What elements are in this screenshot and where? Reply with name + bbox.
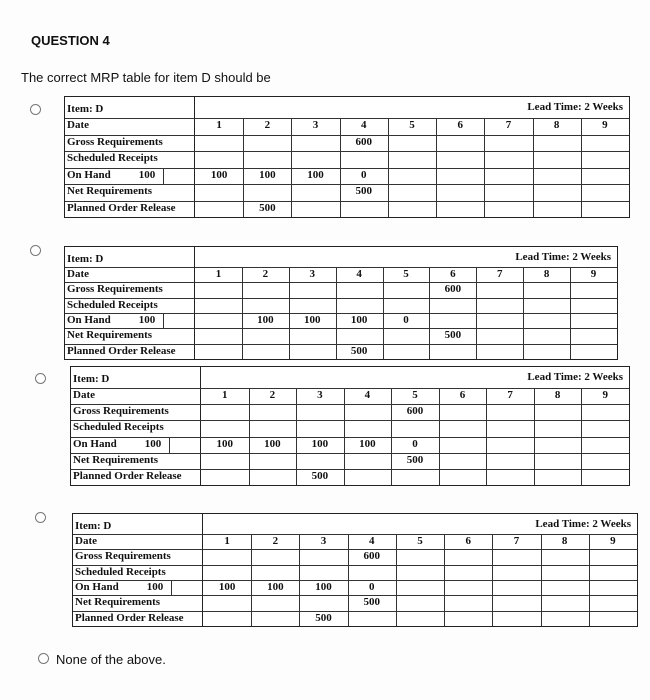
period-1: 1 — [222, 389, 228, 401]
on-hand-value: 100 — [359, 437, 376, 450]
column-divider — [242, 267, 243, 359]
row-label-on_hand: On Hand — [67, 168, 111, 181]
column-divider — [534, 388, 535, 485]
period-5: 5 — [417, 534, 423, 547]
planned-order-release-value: 500 — [315, 611, 332, 624]
period-4: 4 — [361, 119, 367, 132]
initial-on-hand-box — [169, 437, 170, 453]
option-none-label: None of the above. — [56, 652, 166, 667]
column-divider — [589, 534, 590, 626]
on-hand-value: 100 — [210, 168, 228, 181]
on-hand-value: 100 — [303, 313, 321, 326]
period-2: 2 — [269, 389, 276, 401]
question-prompt: The correct MRP table for item D should be — [21, 70, 271, 85]
period-5: 5 — [409, 119, 415, 132]
period-2: 2 — [262, 267, 269, 280]
column-divider — [340, 118, 341, 217]
column-divider — [570, 267, 571, 359]
on-hand-value: 0 — [361, 168, 367, 181]
initial-on-hand-value: 100 — [138, 313, 156, 326]
column-divider — [581, 118, 582, 217]
period-6: 6 — [457, 119, 463, 132]
planned-order-release-value: 500 — [350, 344, 368, 357]
row-label-on_hand: On Hand — [75, 580, 119, 593]
planned-order-release-value: 500 — [311, 469, 329, 482]
period-6: 6 — [465, 534, 471, 547]
row-label-date: Date — [67, 119, 89, 132]
period-3: 3 — [312, 119, 319, 132]
period-1: 1 — [215, 267, 222, 280]
period-7: 7 — [513, 534, 520, 547]
lead-time-label: Lead Time: 2 Weeks — [527, 370, 623, 383]
column-divider — [541, 534, 542, 626]
net-requirement-value: 500 — [406, 453, 424, 466]
initial-on-hand-box — [171, 580, 172, 595]
column-divider — [444, 534, 445, 626]
period-8: 8 — [543, 267, 550, 280]
period-7: 7 — [497, 267, 503, 280]
on-hand-value: 100 — [315, 580, 332, 593]
column-divider — [439, 388, 440, 485]
period-1: 1 — [224, 534, 230, 547]
period-9: 9 — [610, 534, 616, 547]
period-3: 3 — [309, 267, 315, 280]
column-divider — [249, 388, 250, 485]
row-label-scheduled: Scheduled Receipts — [75, 565, 166, 578]
mrp-table-option-4 — [72, 513, 638, 627]
row-label-item: Item: D — [75, 519, 112, 532]
mrp-table-option-2 — [64, 246, 618, 360]
column-divider — [289, 267, 290, 359]
period-2: 2 — [272, 534, 279, 547]
period-5: 5 — [403, 267, 409, 280]
row-divider — [65, 328, 617, 329]
option-radio-1[interactable] — [30, 104, 41, 115]
row-label-item: Item: D — [67, 252, 104, 265]
column-divider — [436, 118, 437, 217]
column-divider — [429, 267, 430, 359]
row-label-scheduled: Scheduled Receipts — [67, 152, 158, 165]
period-5: 5 — [412, 389, 418, 401]
period-9: 9 — [602, 119, 608, 132]
period-1: 1 — [216, 119, 222, 132]
period-9: 9 — [590, 267, 597, 280]
column-divider — [523, 267, 524, 359]
on-hand-value: 100 — [259, 168, 276, 181]
row-divider — [73, 565, 637, 566]
row-label-planned: Planned Order Release — [75, 611, 184, 624]
lead-time-label: Lead Time: 2 Weeks — [535, 517, 631, 530]
gross-requirement-value: 600 — [406, 405, 424, 418]
on-hand-value: 100 — [264, 437, 281, 450]
column-divider — [388, 118, 389, 217]
gross-requirement-value: 600 — [355, 135, 373, 148]
on-hand-value: 100 — [307, 168, 324, 181]
column-divider — [396, 534, 397, 626]
on-hand-value: 100 — [257, 313, 274, 326]
period-6: 6 — [450, 267, 456, 280]
on-hand-value: 0 — [369, 580, 375, 593]
row-label-date: Date — [67, 267, 89, 280]
row-label-date: Date — [75, 534, 97, 547]
row-divider — [71, 469, 629, 470]
row-label-gross: Gross Requirements — [67, 283, 163, 296]
option-radio-2[interactable] — [30, 245, 41, 256]
row-divider — [65, 298, 617, 299]
period-6: 6 — [459, 389, 466, 401]
option-radio-3[interactable] — [35, 373, 46, 384]
row-label-net: Net Requirements — [67, 185, 153, 198]
on-hand-value: 100 — [267, 580, 284, 593]
question-title: QUESTION 4 — [31, 33, 110, 48]
row-label-planned: Planned Order Release — [73, 469, 182, 482]
period-4: 4 — [356, 267, 362, 280]
period-4: 4 — [364, 389, 371, 401]
gross-requirement-value: 600 — [444, 283, 462, 296]
period-7: 7 — [505, 119, 512, 132]
column-divider — [486, 388, 487, 485]
column-divider — [291, 118, 292, 217]
on-hand-value: 100 — [311, 437, 329, 450]
on-hand-value: 0 — [403, 313, 409, 326]
row-label-gross: Gross Requirements — [67, 135, 163, 148]
column-divider — [533, 118, 534, 217]
row-label-item: Item: D — [73, 372, 110, 385]
column-divider — [251, 534, 252, 626]
row-label-net: Net Requirements — [73, 453, 159, 466]
row-label-planned: Planned Order Release — [67, 344, 176, 357]
row-label-gross: Gross Requirements — [75, 550, 171, 563]
row-divider — [71, 404, 629, 405]
planned-order-release-value: 500 — [259, 201, 276, 214]
column-divider — [476, 267, 477, 359]
period-3: 3 — [317, 389, 323, 401]
initial-on-hand-box — [163, 313, 164, 328]
row-divider — [65, 282, 617, 283]
column-divider — [492, 534, 493, 626]
row-divider — [71, 453, 629, 454]
row-label-date: Date — [73, 389, 95, 401]
lead-time-label: Lead Time: 2 Weeks — [515, 250, 611, 263]
row-label-scheduled: Scheduled Receipts — [73, 421, 164, 434]
period-4: 4 — [369, 534, 375, 547]
on-hand-value: 100 — [218, 580, 236, 593]
column-divider — [391, 388, 392, 485]
on-hand-value: 100 — [216, 437, 234, 450]
gross-requirement-value: 600 — [363, 550, 381, 563]
lead-time-label: Lead Time: 2 Weeks — [527, 100, 623, 113]
row-label-planned: Planned Order Release — [67, 201, 176, 214]
initial-on-hand-value: 100 — [146, 580, 164, 593]
row-label-gross: Gross Requirements — [73, 405, 169, 418]
mrp-table-option-3 — [70, 366, 630, 486]
row-divider — [65, 201, 629, 202]
row-label-item: Item: D — [67, 102, 104, 115]
column-divider — [581, 388, 582, 485]
net-requirement-value: 500 — [363, 596, 381, 609]
initial-on-hand-box — [163, 168, 164, 184]
column-divider — [383, 267, 384, 359]
on-hand-value: 100 — [350, 313, 368, 326]
row-label-net: Net Requirements — [75, 596, 161, 609]
initial-on-hand-value: 100 — [144, 437, 162, 450]
option-radio-none[interactable] — [38, 653, 49, 664]
row-label-net: Net Requirements — [67, 329, 153, 342]
net-requirement-value: 500 — [444, 329, 462, 342]
initial-on-hand-value: 100 — [138, 168, 156, 181]
period-3: 3 — [320, 534, 327, 547]
period-9: 9 — [602, 389, 608, 401]
period-2: 2 — [264, 119, 271, 132]
period-8: 8 — [554, 389, 561, 401]
on-hand-value: 0 — [412, 437, 418, 450]
period-8: 8 — [561, 534, 568, 547]
period-8: 8 — [553, 119, 560, 132]
row-divider — [65, 151, 629, 152]
row-divider — [71, 420, 629, 421]
row-label-on_hand: On Hand — [67, 313, 111, 326]
column-divider — [344, 388, 345, 485]
period-7: 7 — [507, 389, 513, 401]
column-divider — [348, 534, 349, 626]
option-radio-4[interactable] — [35, 512, 46, 523]
row-label-scheduled: Scheduled Receipts — [67, 298, 158, 311]
mrp-table-option-1 — [64, 96, 630, 218]
row-divider — [73, 611, 637, 612]
row-label-on_hand: On Hand — [73, 437, 117, 450]
column-divider — [484, 118, 485, 217]
net-requirement-value: 500 — [355, 185, 373, 198]
